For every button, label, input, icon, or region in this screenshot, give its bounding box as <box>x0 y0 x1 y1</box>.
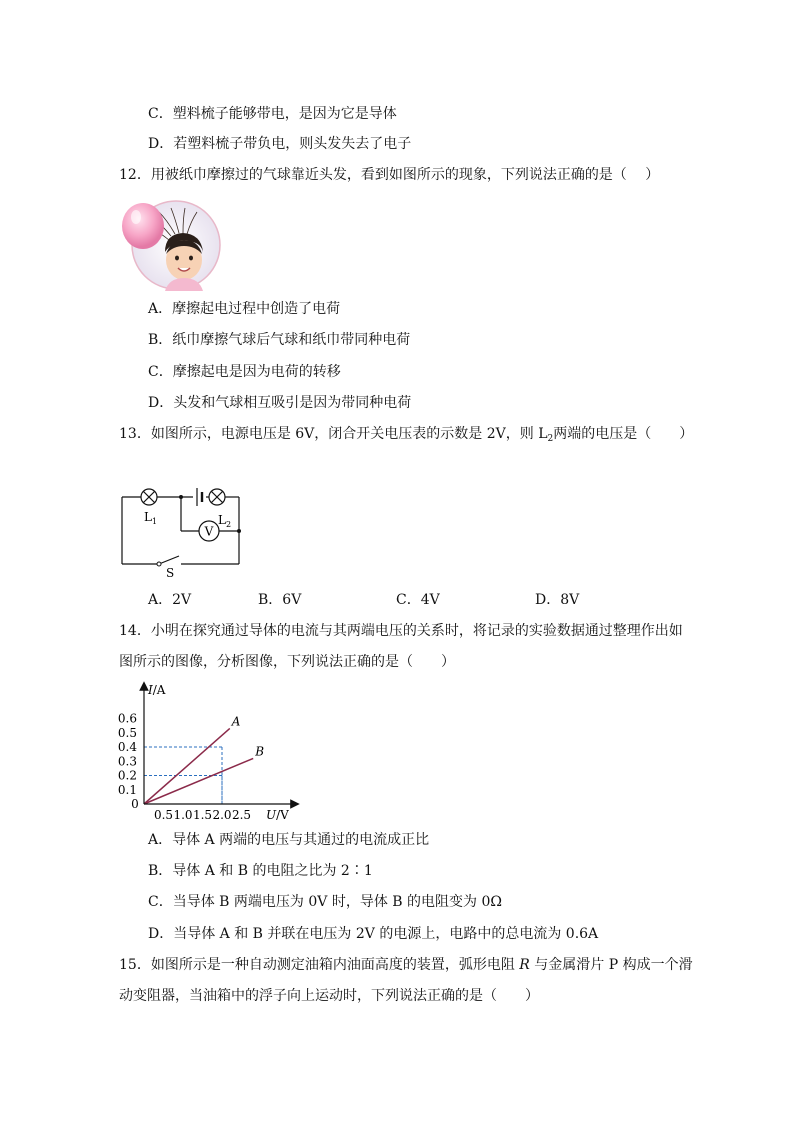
q14-option-d: D．当导体 A 和 B 并联在电压为 2V 的电源上，电路中的总电流为 0.6A <box>148 926 599 942</box>
q12-option-c: C．摩擦起电是因为电荷的转移 <box>148 364 341 380</box>
q14-stem-line2: 图所示的图像，分析图像，下列说法正确的是（ ） <box>119 654 455 670</box>
voltmeter-label: V <box>204 524 214 539</box>
series-label-a: A <box>231 714 241 729</box>
q13-stem-sub: 2 <box>547 434 554 444</box>
q13-option-b: B．6V <box>258 592 302 608</box>
series-label-b: B <box>255 744 265 759</box>
q14-stem-line1: 14．小明在探究通过导体的电流与其两端电压的关系时，将记录的实验数据通过整理作出如 <box>119 623 683 639</box>
y-tick-label: 0.1 <box>117 782 137 797</box>
q13-option-a: A．2V <box>148 592 192 608</box>
y-tick-label: 0.4 <box>117 740 137 754</box>
junction-dot <box>179 495 183 499</box>
origin-label: 0 <box>131 797 139 811</box>
x-tick-label: 2.0 <box>212 808 232 822</box>
q11-option-d: D．若塑料梳子带负电，则头发失去了电子 <box>148 136 412 152</box>
switch-pivot <box>157 562 161 566</box>
q13-stem-post: 两端的电压是（ ） <box>553 426 694 442</box>
q14-option-b: B．导体 A 和 B 的电阻之比为 2∶1 <box>148 863 373 879</box>
q12-stem: 12．用被纸巾摩擦过的气球靠近头发，看到如图所示的现象，下列说法正确的是（ ） <box>119 167 660 183</box>
q15-resistor-var: R <box>519 957 530 973</box>
lamp-l2-symbol <box>209 489 225 505</box>
x-tick-label: 1.5 <box>192 808 213 822</box>
q15-stem-line2: 动变阻器，当油箱中的浮子向上运动时，下列说法正确的是（ ） <box>119 988 539 1004</box>
q13-stem <box>119 424 693 449</box>
lamp-l1-symbol <box>141 489 157 505</box>
q14-option-c: C．当导体 B 两端电压为 0V 时，导体 B 的电阻变为 0Ω <box>148 894 502 910</box>
y-tick-label: 0.6 <box>117 711 137 726</box>
q12-option-d: D．头发和气球相互吸引是因为带同种电荷 <box>148 395 412 411</box>
series-line-a <box>144 728 230 804</box>
circuit-diagram <box>115 478 250 578</box>
q14-option-a: A．导体 A 两端的电压与其通过的电流成正比 <box>148 832 430 848</box>
q11-option-c: C．塑料梳子能够带电，是因为它是导体 <box>148 106 397 122</box>
series-line-b <box>144 758 253 804</box>
iu-graph <box>115 680 305 826</box>
x-axis-label: U/V <box>266 808 289 822</box>
balloon-girl-illustration <box>121 196 225 294</box>
q15-stem-line1-pre: 15．如图所示是一种自动测定油箱内油面高度的装置，弧形电阻 <box>119 957 520 973</box>
y-tick-label: 0.2 <box>117 768 137 783</box>
y-tick-label: 0.3 <box>117 754 137 769</box>
q12-option-b: B．纸巾摩擦气球后气球和纸巾带同种电荷 <box>148 332 411 348</box>
q13-option-d: D．8V <box>535 592 580 608</box>
q15-stem-line1 <box>119 955 693 975</box>
x-tick-label: 0.5 <box>153 808 174 822</box>
q13-option-c: C．4V <box>396 592 440 608</box>
q13-options <box>148 590 708 610</box>
l2-label: $L_2$ <box>218 513 232 529</box>
y-axis-label: I/A <box>148 683 166 697</box>
battery-symbol <box>197 488 202 506</box>
q13-stem-pre: 13．如图所示，电源电压是 6V，闭合开关电压表的示数是 2V，则 L <box>119 426 548 442</box>
q15-stem-line1-post: 与金属滑片 P 构成一个滑 <box>529 957 693 973</box>
junction-dot <box>237 529 241 533</box>
l1-label: $L_1$ <box>144 510 158 526</box>
q12-option-a: A．摩擦起电过程中创造了电荷 <box>148 301 341 317</box>
switch-label: S <box>166 566 175 578</box>
y-tick-label: 0.5 <box>117 725 137 740</box>
x-tick-label: 1.0 <box>173 808 193 822</box>
x-tick-label: 2.5 <box>231 808 252 822</box>
